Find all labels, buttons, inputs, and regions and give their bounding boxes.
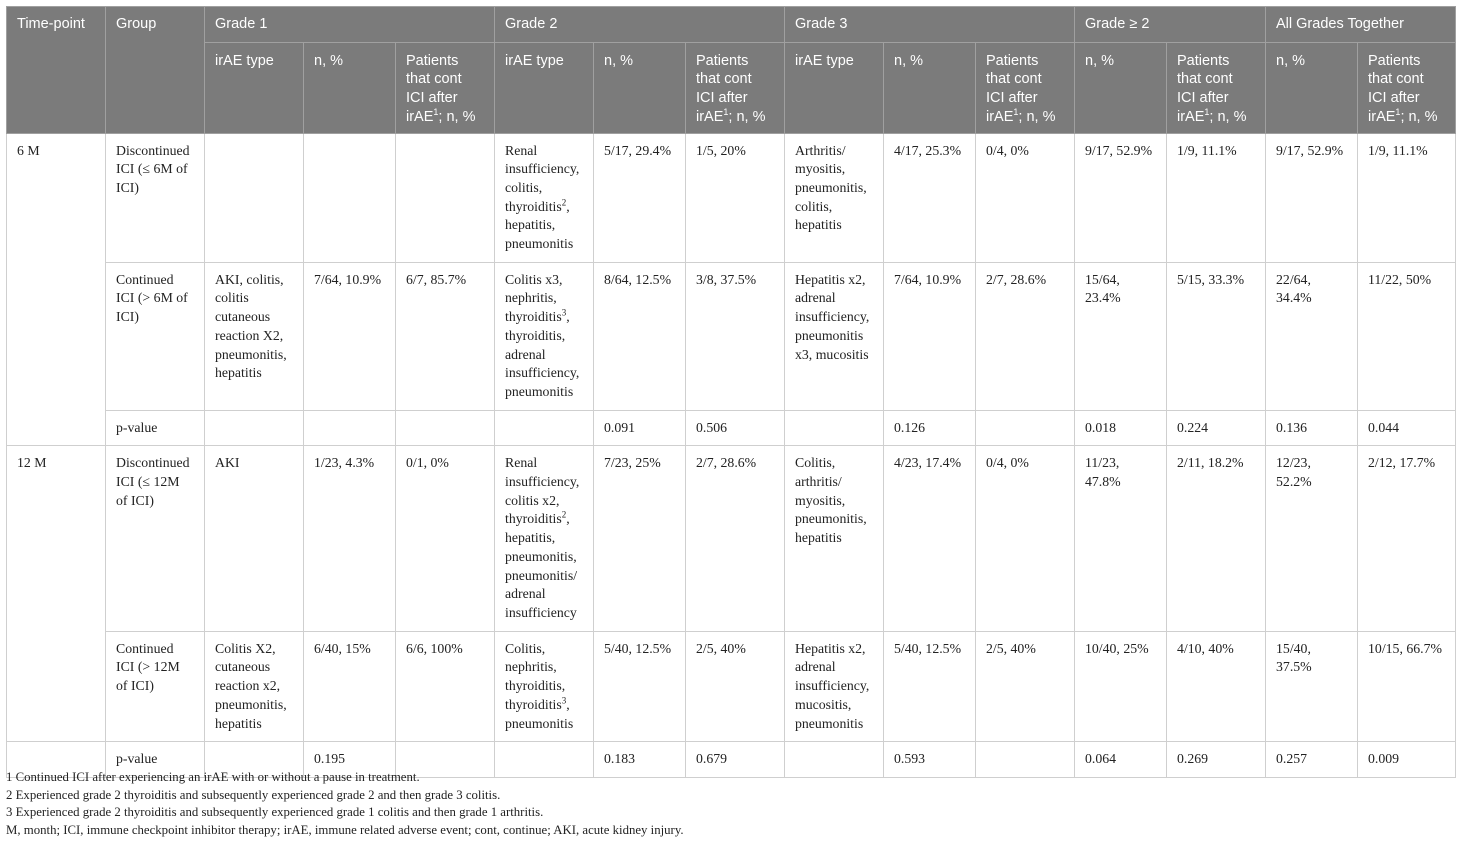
header-cont-label-tail: ; n, % (1018, 108, 1056, 125)
g2-n-cell: 5/40, 12.5% (594, 631, 686, 742)
g2-type-text: Renal insufficiency, colitis x2, thyroiditis (505, 455, 580, 527)
g2-cont-cell: 1/5, 20% (686, 133, 785, 262)
header-g1-n: n, % (304, 42, 396, 133)
g2-cont-cell: 2/7, 28.6% (686, 446, 785, 631)
g3-type-cell: Hepatitis x2, adrenal insufficiency, pneumonitis x3, mucositis (785, 262, 884, 410)
group-cell: p-value (106, 742, 205, 778)
group-cell: p-value (106, 410, 205, 446)
g1-n-cell: 7/64, 10.9% (304, 262, 396, 410)
g3-cont-cell: 2/7, 28.6% (976, 262, 1075, 410)
header-row-2 (7, 42, 1456, 133)
header-grade1: Grade 1 (205, 7, 495, 43)
ge2-cont-cell: 0.224 (1167, 410, 1266, 446)
g2-cont-cell: 3/8, 37.5% (686, 262, 785, 410)
ge2-n-cell: 15/64, 23.4% (1075, 262, 1167, 410)
all-n-cell: 22/64, 34.4% (1266, 262, 1358, 410)
g2-type-text-tail: , hepatitis, pneumonitis, pneumonitis/ adrenal insufficiency (505, 511, 578, 620)
footnote-ref: 3 (561, 695, 567, 706)
all-cont-cell: 11/22, 50% (1358, 262, 1456, 410)
ge2-n-cell: 0.064 (1075, 742, 1167, 778)
g3-cont-cell: 0/4, 0% (976, 133, 1075, 262)
footnote-ref: 2 (561, 197, 567, 208)
g2-n-cell: 0.091 (594, 410, 686, 446)
group-cell: Discontinued ICI (≤ 6M of ICI) (106, 133, 205, 262)
g3-cont-cell: 0/4, 0% (976, 446, 1075, 631)
header-cont-label-tail: ; n, % (438, 108, 476, 125)
g2-n-cell: 0.183 (594, 742, 686, 778)
all-cont-cell: 2/12, 17.7% (1358, 446, 1456, 631)
table-row (7, 133, 1456, 262)
header-grade-ge2: Grade ≥ 2 (1075, 7, 1266, 43)
timepoint-cell: 6 M (7, 133, 106, 446)
ge2-cont-cell: 2/11, 18.2% (1167, 446, 1266, 631)
results-table-container (6, 6, 1455, 778)
header-all-cont (1358, 42, 1456, 133)
g3-n-cell: 0.593 (884, 742, 976, 778)
g1-n-cell: 1/23, 4.3% (304, 446, 396, 631)
footnote-abbreviations: M, month; ICI, immune checkpoint inhibitor therapy; irAE, immune related adverse event; cont, continue; AKI, acute kidney injury. (6, 823, 684, 838)
header-cont-label-tail: ; n, % (728, 108, 766, 125)
g3-cont-cell: 2/5, 40% (976, 631, 1075, 742)
footnote-ref: 2 (561, 509, 567, 520)
g2-cont-cell: 2/5, 40% (686, 631, 785, 742)
g2-type-cell (495, 262, 594, 410)
table-row (7, 631, 1456, 742)
g3-n-cell: 4/23, 17.4% (884, 446, 976, 631)
header-g3-n: n, % (884, 42, 976, 133)
ge2-cont-cell: 0.269 (1167, 742, 1266, 778)
header-g2-irae-type: irAE type (495, 42, 594, 133)
header-all-grades: All Grades Together (1266, 7, 1456, 43)
g2-n-cell: 8/64, 12.5% (594, 262, 686, 410)
g3-type-cell: Hepatitis x2, adrenal insufficiency, mucositis, pneumonitis (785, 631, 884, 742)
g2-type-cell (495, 631, 594, 742)
header-cont-label: Patients that cont ICI after irAE (696, 52, 752, 125)
g2-type-text: Colitis, nephritis, thyroiditis, thyroiditis (505, 640, 566, 712)
group-cell: Discontinued ICI (≤ 12M of ICI) (106, 446, 205, 631)
header-g1-cont (396, 42, 495, 133)
g1-cont-cell (396, 133, 495, 262)
header-group: Group (106, 7, 205, 134)
g1-cont-cell: 6/7, 85.7% (396, 262, 495, 410)
ge2-n-cell: 9/17, 52.9% (1075, 133, 1167, 262)
all-n-cell: 15/40, 37.5% (1266, 631, 1358, 742)
footnote-ref: 1 (433, 106, 439, 117)
header-cont-label-tail: ; n, % (1209, 108, 1247, 125)
g3-n-cell: 0.126 (884, 410, 976, 446)
table-row (7, 446, 1456, 631)
g2-type-text-tail: , hepatitis, pneumonitis (505, 198, 574, 252)
header-cont-label: Patients that cont ICI after irAE (986, 52, 1042, 125)
g2-type-cell (495, 133, 594, 262)
g3-n-cell: 5/40, 12.5% (884, 631, 976, 742)
g3-type-cell (785, 410, 884, 446)
ge2-cont-cell: 1/9, 11.1% (1167, 133, 1266, 262)
g3-n-cell: 7/64, 10.9% (884, 262, 976, 410)
header-timepoint: Time-point (7, 7, 106, 134)
g3-n-cell: 4/17, 25.3% (884, 133, 976, 262)
g2-type-text-tail: , thyroiditis, adrenal insufficiency, pneumonitis (505, 309, 580, 399)
header-g2-cont (686, 42, 785, 133)
header-cont-label-tail: ; n, % (1400, 108, 1438, 125)
g1-type-cell: AKI, colitis, colitis cutaneous reaction X2, pneumonitis, hepatitis (205, 262, 304, 410)
g1-n-cell: 0.195 (304, 742, 396, 778)
all-n-cell: 9/17, 52.9% (1266, 133, 1358, 262)
header-row-1 (7, 7, 1456, 43)
g1-cont-cell: 6/6, 100% (396, 631, 495, 742)
footnote-ref: 1 (1013, 106, 1019, 117)
header-cont-label: Patients that cont ICI after irAE (406, 52, 462, 125)
all-cont-cell: 0.009 (1358, 742, 1456, 778)
all-cont-cell: 1/9, 11.1% (1358, 133, 1456, 262)
ge2-n-cell: 10/40, 25% (1075, 631, 1167, 742)
header-g1-irae-type: irAE type (205, 42, 304, 133)
header-g3-cont (976, 42, 1075, 133)
g2-n-cell: 5/17, 29.4% (594, 133, 686, 262)
footnote-ref: 1 (1204, 106, 1210, 117)
all-n-cell: 0.136 (1266, 410, 1358, 446)
footnote-ref: 1 (1395, 106, 1401, 117)
g1-n-cell: 6/40, 15% (304, 631, 396, 742)
ge2-cont-cell: 5/15, 33.3% (1167, 262, 1266, 410)
g3-type-cell: Arthritis/ myositis, pneumonitis, colitis, hepatitis (785, 133, 884, 262)
ge2-n-cell: 11/23, 47.8% (1075, 446, 1167, 631)
footnote-ref: 3 (561, 307, 567, 318)
g2-type-cell (495, 410, 594, 446)
footnote-3: 3 Experienced grade 2 thyroiditis and subsequently experienced grade 1 colitis and then grade 1 arthritis. (6, 805, 544, 820)
header-g2-n: n, % (594, 42, 686, 133)
header-cont-label: Patients that cont ICI after irAE (1177, 52, 1233, 125)
table-row (7, 262, 1456, 410)
footnote-2: 2 Experienced grade 2 thyroiditis and subsequently experienced grade 2 and then grade 3 colitis. (6, 787, 501, 802)
header-g3-irae-type: irAE type (785, 42, 884, 133)
g2-type-text: Renal insufficiency, colitis, thyroiditis (505, 142, 580, 214)
timepoint-cell: 12 M (7, 446, 106, 742)
ge2-n-cell: 0.018 (1075, 410, 1167, 446)
footnote-ref: 1 (723, 106, 729, 117)
header-all-n: n, % (1266, 42, 1358, 133)
header-grade3: Grade 3 (785, 7, 1075, 43)
header-cont-label: Patients that cont ICI after irAE (1368, 52, 1424, 125)
g1-type-cell (205, 410, 304, 446)
table-footnotes (6, 769, 1455, 840)
all-cont-cell: 10/15, 66.7% (1358, 631, 1456, 742)
irae-results-table (6, 6, 1456, 778)
g3-type-cell: Colitis, arthritis/ myositis, pneumonitis, hepatitis (785, 446, 884, 631)
g2-n-cell: 7/23, 25% (594, 446, 686, 631)
table-row (7, 410, 1456, 446)
group-cell: Continued ICI (> 12M of ICI) (106, 631, 205, 742)
g2-cont-cell: 0.679 (686, 742, 785, 778)
header-ge2-n: n, % (1075, 42, 1167, 133)
g2-type-text-tail: , pneumonitis (505, 696, 574, 731)
all-n-cell: 0.257 (1266, 742, 1358, 778)
all-cont-cell: 0.044 (1358, 410, 1456, 446)
g1-cont-cell: 0/1, 0% (396, 446, 495, 631)
header-ge2-cont (1167, 42, 1266, 133)
footnote-1: 1 Continued ICI after experiencing an irAE with or without a pause in treatment. (6, 770, 420, 784)
g1-type-cell: Colitis X2, cutaneous reaction x2, pneumonitis, hepatitis (205, 631, 304, 742)
ge2-cont-cell: 4/10, 40% (1167, 631, 1266, 742)
g2-type-text: Colitis x3, nephritis, thyroiditis (505, 271, 563, 325)
g1-cont-cell (396, 410, 495, 446)
g2-type-cell (495, 446, 594, 631)
all-n-cell: 12/23, 52.2% (1266, 446, 1358, 631)
g2-cont-cell: 0.506 (686, 410, 785, 446)
g1-n-cell (304, 133, 396, 262)
g3-cont-cell (976, 410, 1075, 446)
header-grade2: Grade 2 (495, 7, 785, 43)
g1-type-cell: AKI (205, 446, 304, 631)
g1-type-cell (205, 133, 304, 262)
g1-n-cell (304, 410, 396, 446)
group-cell: Continued ICI (> 6M of ICI) (106, 262, 205, 410)
